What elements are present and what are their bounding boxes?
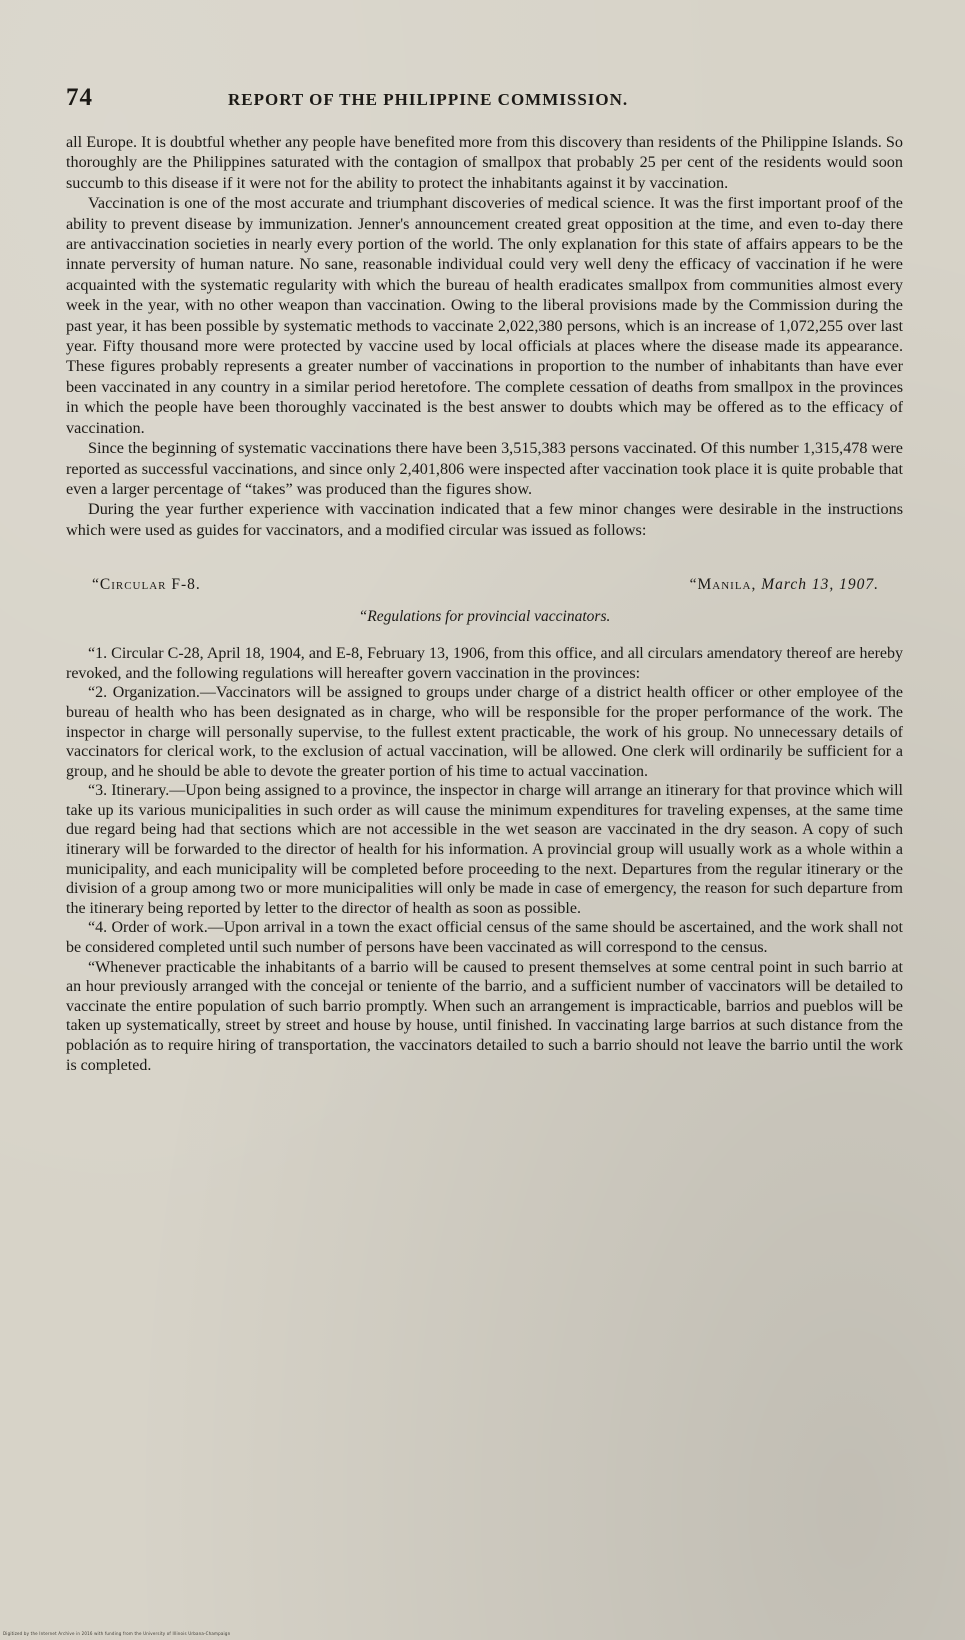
body-text <box>66 132 903 540</box>
paragraph: During the year further experience with vaccination indicated that a few minor changes were desirable in the instructions which were used as guides for vaccinators, and a modified circular was issued as follows: <box>66 500 903 539</box>
regulation-paragraph: “3. Itinerary.—Upon being assigned to a province, the inspector in charge will arrange an itinerary for that province which will take up its various municipalities in such order as will cause the minimum expenditures for traveling expenses, at the same time due regard being had that sections which are not accessible in the wet season are vaccinated in the dry season. A copy of such itinerary will be forwarded to the director of health for his information. A provincial group will usually work as a whole within a municipality, and each municipality will be completed before proceeding to the next. Departures from the regular itinerary or the division of a group among two or more municipalities will only be made in case of emergency, the reason for such departure from the itinerary being reported by letter to the director of health as soon as possible. <box>66 782 903 917</box>
circular-title: “Regulations for provincial vaccinators. <box>358 608 611 626</box>
paragraph: all Europe. It is doubtful whether any people have benefited more from this discovery than residents of the Philippine Islands. So thoroughly are the Philippines saturated with the contagion of smallpox that probably 25 per cent of the residents would soon succumb to this disease if it were not for the ability to protect the inhabitants against it by vaccination. <box>66 133 903 192</box>
circular-dateline <box>690 576 879 594</box>
regulations-text <box>66 644 903 1075</box>
circular-place: “Manila, <box>689 576 757 594</box>
regulation-paragraph: “Whenever practicable the inhabitants of a barrio will be caused to present themselves at some central point in such barrio at an hour previously arranged with the concejal or teniente of the barrio, and a sufficient number of vaccinators will be detailed to vaccinate the entire population of such barrio promptly. When such an arrangement is impracticable, barrios and pueblos will be taken up systematically, street by street and house by house, until finished. In vaccinating large barrios at such distance from the población as to require hiring of transportation, the vaccinators detailed to such a barrio should not leave the barrio until the work is completed. <box>66 958 903 1074</box>
circular-date: March 13, 1907. <box>761 576 879 594</box>
paragraph: Vaccination is one of the most accurate and triumphant discoveries of medical science. It was the first important proof of the ability to prevent disease by immunization. Jenner's announcement created great opposition at the time, and even to-day there are antivaccination societies in nearly every portion of the world. The only explanation for this state of affairs appears to be the innate perversity of human nature. No sane, reasonable individual could very well deny the efficacy of vaccination if he were acquainted with the systematic regularity with which the bureau of health eradicates smallpox from communities almost every week in the year, with no other weapon than vaccination. Owing to the liberal provisions made by the Commission during the past year, it has been possible by systematic methods to vaccinate 2,022,380 persons, which is an increase of 1,072,255 over last year. Fifty thousand more were protected by vaccine used by local officials at places where the disease made its appearance. These figures probably represents a greater number of vaccinations in proportion to the number of inhabitants than have ever been vaccinated in any country in a similar period heretofore. The complete cessation of deaths from smallpox in the provinces in which the people have been thoroughly vaccinated is the best answer to doubts which may be offered as to the efficacy of vaccination. <box>66 194 903 437</box>
circular-heading <box>66 566 903 594</box>
regulation-paragraph: “2. Organization.—Vaccinators will be assigned to groups under charge of a district health officer or other employee of the bureau of health who has been designated as in charge, who will be responsible for the proper performance of the work. The inspector in charge will personally supervise, to the fullest extent practicable, the work of his group. No unnecessary details of vaccinators for clerical work, to the exclusion of actual vaccination, will be allowed. One clerk will ordinarily be sufficient for a group, and he should be able to devote the greater portion of his time to actual vaccination. <box>66 684 903 780</box>
regulation-paragraph: “1. Circular C-28, April 18, 1904, and E-8, February 13, 1906, from this office, and all circulars amendatory thereof are hereby revoked, and the following regulations will hereafter govern vaccination in the provinces: <box>66 645 903 682</box>
circular-label: “Circular F-8. <box>92 576 201 594</box>
running-head: REPORT OF THE PHILIPPINE COMMISSION. <box>228 90 629 109</box>
page-number: 74 <box>66 84 93 111</box>
paragraph: Since the beginning of systematic vaccinations there have been 3,515,383 persons vaccinated. Of this number 1,315,478 were reported as successful vaccinations, and since only 2,401,806 were inspected after vaccination took place it is quite probable that even a larger percentage of “takes” was produced than the figures show. <box>66 439 903 498</box>
digitization-note: Digitized by the Internet Archive in 2016 with funding from the University of Illinois Urbana-Champaign <box>3 1631 231 1636</box>
page-header <box>66 84 903 112</box>
regulation-paragraph: “4. Order of work.—Upon arrival in a town the exact official census of the same should be ascertained, and the work shall not be considered completed until such number of persons have been vaccinated as will correspond to the census. <box>66 919 903 957</box>
